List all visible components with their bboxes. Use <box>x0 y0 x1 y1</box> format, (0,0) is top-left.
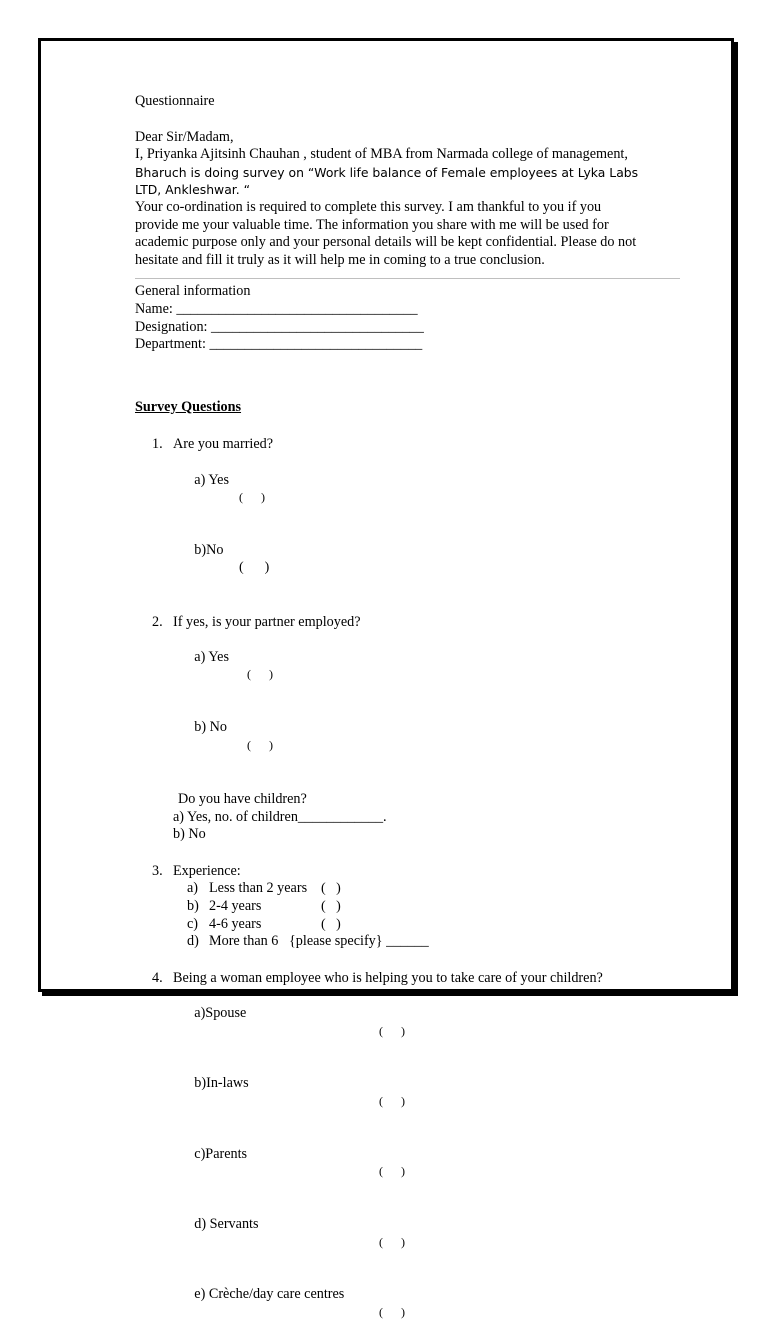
checkbox-marker[interactable]: ( ) <box>321 881 341 897</box>
question-3-text: Experience: <box>173 862 241 879</box>
letter-body-4: hesitate and fill it truly as it will help me in coming to a true conclusion. <box>135 251 545 268</box>
option-letter: b) <box>187 897 199 914</box>
option-letter: d) <box>187 933 199 950</box>
document-body <box>135 93 680 1339</box>
letter-body-1: Your co-ordination is required to complete this survey. I am thankful to you if you <box>135 198 602 215</box>
question-4-option-a[interactable] <box>135 987 680 1057</box>
option-label: 4-6 years <box>209 915 262 932</box>
checkbox-marker[interactable]: ( ) <box>379 1305 405 1320</box>
option-label: 2-4 years <box>209 897 262 914</box>
intro-letter <box>135 129 680 270</box>
question-children-text: Do you have children? <box>178 791 307 807</box>
option-label: Less than 2 years <box>209 880 308 897</box>
question-4-text: Being a woman employee who is helping you to take care of your children? <box>173 969 603 986</box>
question-2-text: If yes, is your partner employed? <box>173 613 361 630</box>
question-4-option-e[interactable] <box>135 1269 680 1339</box>
option-label: b) No <box>194 719 227 736</box>
question-children <box>135 791 680 844</box>
question-4-option-b[interactable] <box>135 1058 680 1128</box>
question-1 <box>135 436 680 594</box>
checkbox-marker[interactable]: ( ) <box>247 737 273 752</box>
question-3-option-b[interactable] <box>135 898 680 916</box>
checkbox-marker[interactable]: ( ) <box>247 667 273 682</box>
question-4-option-d[interactable] <box>135 1198 680 1268</box>
option-label: b)In-laws <box>194 1075 249 1092</box>
checkbox-marker[interactable]: ( ) <box>239 560 270 576</box>
question-4-option-c[interactable] <box>135 1128 680 1198</box>
department-field[interactable]: Department: ______________________________ <box>135 336 423 353</box>
checkbox-marker[interactable]: ( ) <box>379 1093 405 1108</box>
letter-line-2: Bharuch is doing survey on “Work life balance of Female employees at Lyka Labs <box>135 164 639 180</box>
divider <box>135 278 680 279</box>
question-3-option-a[interactable] <box>135 880 680 898</box>
option-letter: a) <box>187 880 199 897</box>
option-label: b)No <box>194 541 224 558</box>
option-label: d) Servants <box>194 1216 259 1233</box>
checkbox-marker[interactable]: ( ) <box>321 898 341 914</box>
question-3 <box>135 863 680 951</box>
option-label: a) Yes <box>194 648 229 665</box>
letter-body-2: provide me your valuable time. The information you share with me will be used for <box>135 216 609 233</box>
question-2-number: 2. <box>152 613 163 630</box>
name-field[interactable]: Name: __________________________________ <box>135 300 418 317</box>
letter-line-1: I, Priyanka Ajitsinh Chauhan , student of MBA from Narmada college of management, <box>135 146 628 163</box>
letter-line-3: LTD, Ankleshwar. “ <box>135 182 251 198</box>
salutation: Dear Sir/Madam, <box>135 128 234 145</box>
checkbox-marker[interactable]: ( ) <box>321 916 341 932</box>
checkbox-marker[interactable]: ( ) <box>379 1023 405 1038</box>
question-1-option-a[interactable] <box>135 454 680 524</box>
question-4-number: 4. <box>152 969 163 986</box>
question-3-option-d[interactable] <box>135 933 680 951</box>
option-label: e) Crèche/day care centres <box>194 1286 345 1303</box>
question-1-number: 1. <box>152 436 163 453</box>
document-title: Questionnaire <box>135 93 215 109</box>
option-label: More than 6 {please specify} ______ <box>209 933 429 950</box>
letter-body-3: academic purpose only and your personal details will be kept confidential. Please do not <box>135 234 637 251</box>
option-label: a)Spouse <box>194 1004 247 1021</box>
checkbox-marker[interactable]: ( ) <box>379 1164 405 1179</box>
question-3-option-c[interactable] <box>135 916 680 934</box>
question-3-number: 3. <box>152 862 163 879</box>
question-4 <box>135 970 680 1339</box>
question-2 <box>135 614 680 772</box>
question-1-option-b[interactable] <box>135 524 680 594</box>
question-1-text: Are you married? <box>173 436 274 453</box>
question-2-option-a[interactable] <box>135 631 680 701</box>
question-2-option-b[interactable] <box>135 702 680 772</box>
option-label: c)Parents <box>194 1145 248 1162</box>
general-information <box>135 283 680 353</box>
question-children-option-b[interactable]: b) No <box>173 826 206 843</box>
checkbox-marker[interactable]: ( ) <box>379 1234 405 1249</box>
general-heading: General information <box>135 283 251 300</box>
option-letter: c) <box>187 915 199 932</box>
checkbox-marker[interactable]: ( ) <box>239 490 265 505</box>
designation-field[interactable]: Designation: ______________________________ <box>135 318 424 335</box>
survey-heading: Survey Questions <box>135 398 242 415</box>
question-children-option-a[interactable]: a) Yes, no. of children____________. <box>173 808 387 825</box>
option-label: a) Yes <box>194 471 229 488</box>
